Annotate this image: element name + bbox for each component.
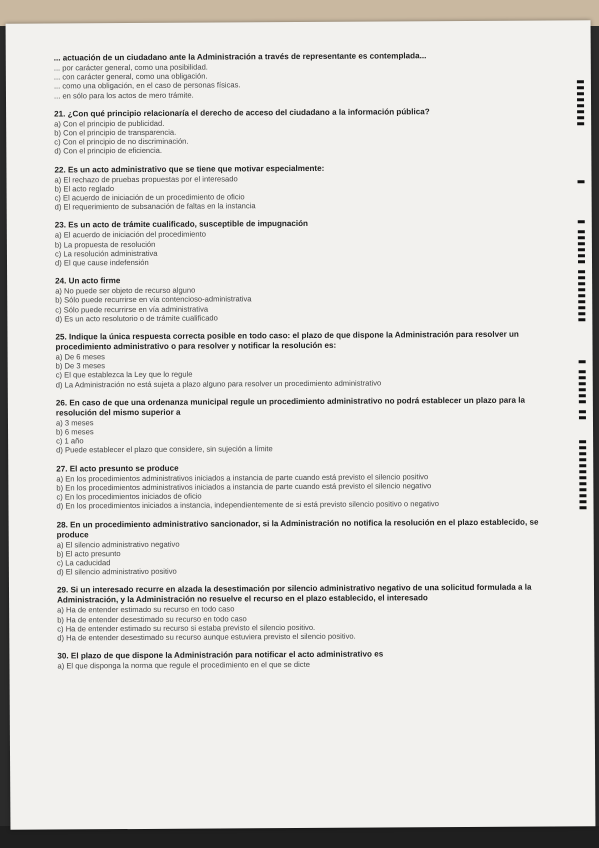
question-title: 24. Un acto firme [55,276,121,286]
margin-mark [579,416,586,419]
answer-option: a) El rechazo de pruebas propuestas por el interesado [54,174,238,185]
answer-option: d) El que cause indefensión [54,257,149,268]
answer-option: b) El acto reglado [54,183,115,194]
margin-mark [578,312,585,315]
answer-option: a) En los procedimientos administrativos iniciados a instancia de parte cuando está previsto el silencio positivo [56,471,429,484]
question-block [57,649,562,671]
margin-mark [577,92,584,95]
question-title: 22. Es un acto administrativo que se tiene que motivar especialmente: [54,163,325,175]
margin-mark [578,180,585,183]
margin-mark [578,276,585,279]
margin-marks [577,80,589,780]
question-title: 23. Es un acto de trámite cualificado, susceptible de impugnación [54,219,309,230]
answer-option: ... en sólo para los actos de mero trámite. [53,90,194,101]
answer-option: a) 3 meses [55,418,94,428]
answer-option: b) Con el principio de transparencia. [54,127,177,138]
answer-option: b) La propuesta de resolución [54,239,156,250]
question-block [57,517,562,577]
desk-background-bottom [0,826,599,848]
answer-option: a) Con el principio de publicidad. [54,118,165,129]
question-block [54,162,559,212]
margin-mark [578,300,585,303]
answer-option: a) Ha de entender estimado su recurso en todo caso [57,604,235,615]
answer-option: d) El silencio administrativo positivo [56,566,177,577]
margin-mark [578,294,585,297]
answer-option: b) 6 meses [56,427,94,437]
margin-mark [579,452,586,455]
answer-option: c) Sólo puede recurrirse en vía administrativa [55,304,209,315]
margin-mark [578,242,585,245]
question-title: ... actuación de un ciudadano ante la Administración a través de representante es contemplada... [53,51,427,63]
margin-mark [579,400,586,403]
margin-mark [579,494,586,497]
margin-mark [579,500,586,503]
answer-option: d) Con el principio de eficiencia. [54,146,162,156]
question-title: 25. Indique la única respuesta correcta posible en todo caso: el plazo de que dispone la Administración para resolver un procedimiento administrativo o para resolver y notificar la resolución es: [55,329,519,352]
answer-option: a) De 6 meses [55,352,105,362]
answer-option: d) El requerimiento de subsanación de faltas en la instancia [54,201,256,212]
margin-mark [577,80,584,83]
margin-mark [579,394,586,397]
question-block [56,395,561,455]
question-title: 30. El plazo de que dispone la Administración para notificar el acto administrativo es [57,649,384,661]
margin-mark [579,470,586,473]
answer-option: a) El que disponga la norma que regule el procedimiento en el que se dicte [57,660,310,671]
answer-option: c) Ha de entender estimado su recurso si estaba previsto el silencio positivo. [57,622,316,634]
answer-option: b) En los procedimientos administrativos iniciados a instancia de parte cuando está previsto el silencio negativo [56,481,432,493]
question-title: 26. En caso de que una ordenanza municipal regule un procedimiento administrativo no podrá establecer un plazo para la resolución del mismo superior a [55,395,525,418]
answer-option: d) La Administración no está sujeta a plazo alguno para resolver un procedimiento administrativo [55,378,382,390]
margin-mark [578,306,585,309]
question-block [55,274,560,324]
question-block [56,461,561,511]
margin-mark [579,360,586,363]
answer-option: b) De 3 meses [55,361,106,371]
answer-option: c) El acuerdo de iniciación de un procedimiento de oficio [54,192,245,203]
margin-mark [578,288,585,291]
answer-option: d) Ha de entender desestimado su recurso aunque estuviera previsto el silencio positivo. [57,631,356,643]
margin-mark [577,110,584,113]
margin-mark [578,220,585,223]
margin-mark [577,104,584,107]
margin-mark [578,260,585,263]
margin-mark [579,482,586,485]
answer-option: d) Es un acto resolutorio o de trámite cualificado [55,313,218,324]
margin-mark [578,282,585,285]
answer-option: c) En los procedimientos iniciados de oficio [56,491,202,502]
answer-option: c) 1 año [56,436,84,446]
margin-mark [578,248,585,251]
answer-option: c) Con el principio de no discriminación. [54,136,189,147]
margin-mark [577,98,584,101]
question-block [54,106,559,156]
margin-mark [578,270,585,273]
margin-mark [579,388,586,391]
answer-option: b) El acto presunto [56,548,121,559]
margin-mark [579,464,586,467]
answer-option: a) El silencio administrativo negativo [56,539,180,549]
answer-option: b) Sólo puede recurrirse en vía contencioso-administrativa [55,294,252,305]
question-title: 29. Si un interesado recurre en alzada la desestimación por silencio administrativo negativo de una solicitud formulada a la Administración, y la Administración no resuelve el recurso en el plazo establecido, el interesado [56,582,532,605]
answer-option: a) No puede ser objeto de recurso alguno [55,285,196,296]
margin-mark [578,318,585,321]
margin-mark [580,506,587,509]
question-block [55,329,560,389]
answer-option: ... con carácter general, como una obligación. [53,71,208,82]
margin-mark [579,370,586,373]
answer-option: d) En los procedimientos iniciados a instancia, independientemente de si está previsto silencio positivo o negativo [56,499,439,511]
question-block [57,583,562,643]
margin-mark [579,440,586,443]
margin-mark [579,382,586,385]
answer-option: ... por carácter general, como una posibilidad. [53,62,208,73]
margin-mark [578,236,585,239]
question-title: 21. ¿Con qué principio relacionaría el derecho de acceso del ciudadano a la información pública? [54,107,430,119]
answer-option: b) Ha de entender desestimado su recurso en todo caso [57,613,247,625]
margin-mark [579,376,586,379]
question-block [54,50,559,100]
margin-mark [579,476,586,479]
question-list [54,50,563,679]
margin-mark [577,122,584,125]
answer-option: c) La resolución administrativa [54,248,158,259]
answer-option: c) La caducidad [56,558,111,568]
answer-option: a) El acuerdo de iniciación del procedimiento [54,230,206,240]
question-title: 28. En un procedimiento administrativo sancionador, si la Administración no notifica la resolución en el plazo establecido, se produce [56,517,539,539]
exam-page [6,20,596,830]
margin-mark [579,446,586,449]
margin-mark [577,116,584,119]
margin-mark [578,230,585,233]
margin-mark [577,86,584,89]
question-block [55,218,560,268]
margin-mark [579,410,586,413]
answer-option: ... como una obligación, en el caso de personas físicas. [53,80,241,91]
answer-option: d) Puede establecer el plazo que considere, sin sujeción a límite [56,444,273,455]
question-title: 27. El acto presunto se produce [56,463,179,474]
margin-mark [579,488,586,491]
margin-mark [578,254,585,257]
margin-mark [579,458,586,461]
answer-option: c) El que establezca la Ley que lo regule [55,370,193,380]
